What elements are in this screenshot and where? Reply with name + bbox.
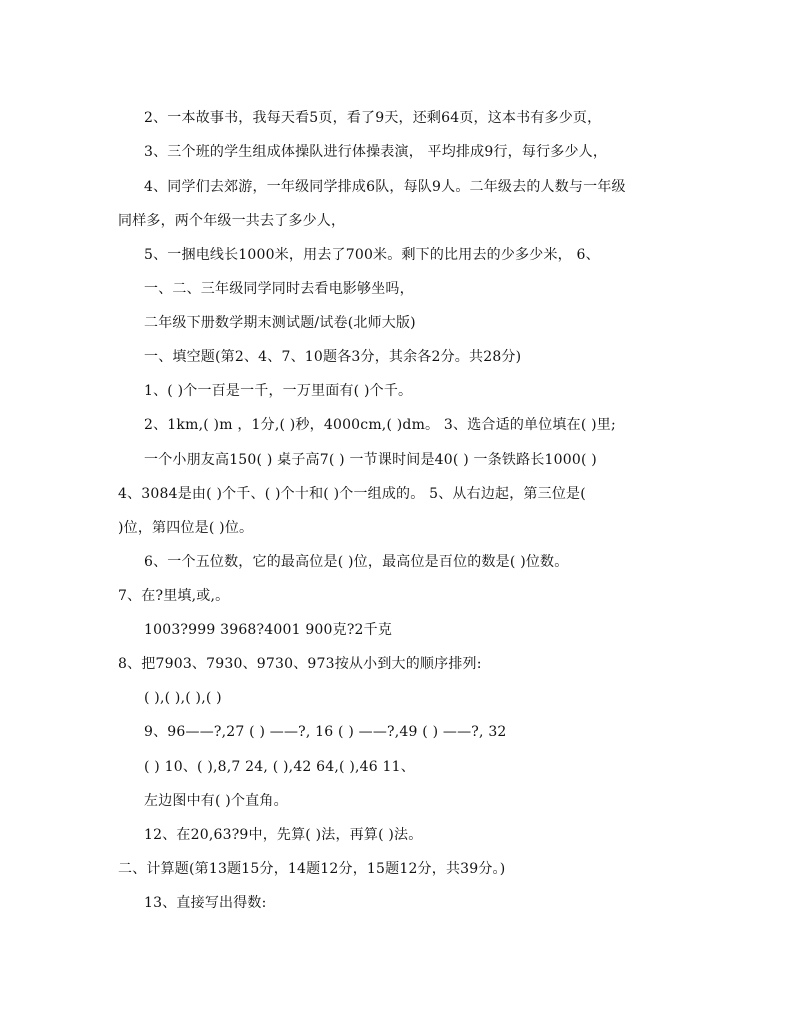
fill-question-5-cont: )位，第四位是( )位。 (118, 520, 254, 536)
section-2-heading: 二、计算题(第13题15分，14题12分，15题12分，共39分。) (118, 861, 506, 877)
fill-question-11-angles: 左边图中有( )个直角。 (144, 793, 288, 809)
question-3-gymnastics: 3、三个班的学生组成体操队进行体操表演， 平均排成9行，每行多少人， (144, 144, 608, 160)
question-5-wire: 5、一捆电线长1000米，用去了700米。剩下的比用去的少多少米， 6、 (144, 247, 600, 263)
fill-question-12: 12、在20,63?9中，先算( )法，再算( )法。 (144, 827, 423, 843)
fill-question-8-blanks: ( ),( ),( ),( ) (144, 690, 222, 706)
question-2-story-book: 2、一本故事书，我每天看5页，看了9天，还剩64页，这本书有多少页， (144, 110, 602, 126)
exam-title: 二年级下册数学期末测试题/试卷(北师大版) (144, 315, 416, 331)
question-4-outing: 4、同学们去郊游，一年级同学排成6队，每队9人。二年级去的人数与一年级 (144, 179, 626, 195)
calc-question-13: 13、直接写出得数: (144, 895, 267, 911)
question-4-outing-cont: 同样多，两个年级一共去了多少人， (118, 213, 346, 229)
fill-question-3-units: 一个小朋友高150( ) 桌子高7( ) 一节课时间是40( ) 一条铁路长1000( ) (144, 452, 597, 468)
fill-question-7-items: 1003?999 3968?4001 900克?2千克 (144, 622, 393, 638)
fill-question-6: 6、一个五位数，它的最高位是( )位，最高位是百位的数是( )位数。 (144, 554, 569, 570)
fill-question-2-3: 2、1km,( )m ，1分,( )秒，4000cm,( )dm。 3、选合适的单位填在( )里; (144, 417, 616, 433)
section-1-heading: 一、填空题(第2、4、7、10题各3分，其余各2分。共28分) (144, 349, 522, 365)
question-6-movie: 一、二、三年级同学同时去看电影够坐吗， (144, 281, 414, 297)
fill-question-9: 9、96——?,27 ( ) ——?, 16 ( ) ——?,49 ( ) ——?, 32 (144, 724, 507, 740)
fill-question-7: 7、在?里填,或,。 (118, 588, 230, 604)
fill-question-10-11: ( ) 10、( ),8,7 24, ( ),42 64,( ),46 11、 (144, 759, 415, 775)
fill-question-8: 8、把7903、7930、9730、973按从小到大的顺序排列: (118, 656, 482, 672)
fill-question-4-5: 4、3084是由( )个千、( )个十和( )个一组成的。 5、从右边起，第三位是( (118, 486, 586, 502)
fill-question-1: 1、( )个一百是一千，一万里面有( )个千。 (144, 383, 413, 399)
